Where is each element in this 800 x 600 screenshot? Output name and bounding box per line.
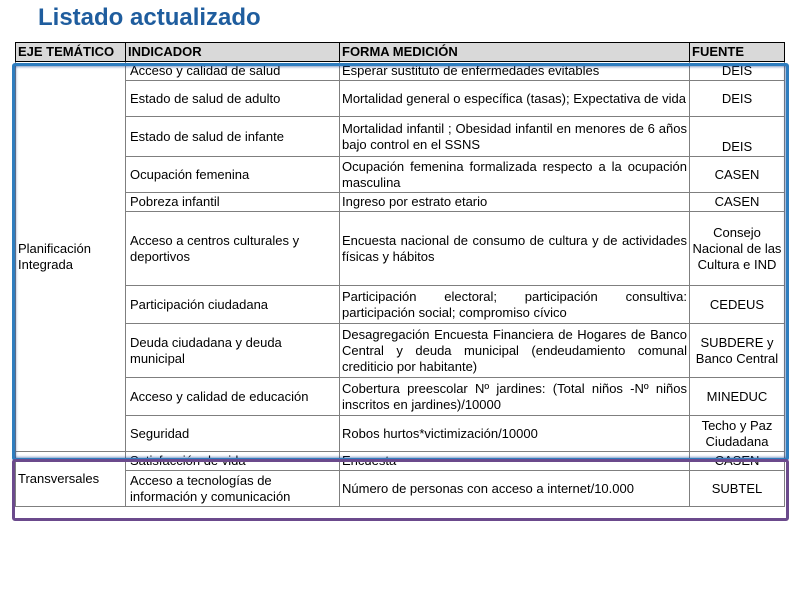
fuente-cell: Consejo Nacional de las Cultura e IND <box>690 212 785 286</box>
indicador-cell: Seguridad <box>126 416 340 452</box>
table-row <box>16 324 785 378</box>
indicators-table <box>15 42 785 507</box>
table-row <box>16 117 785 157</box>
header-forma: FORMA MEDICIÓN <box>340 43 690 62</box>
indicador-cell: Estado de salud de adulto <box>126 81 340 117</box>
fuente-cell: DEIS <box>690 81 785 117</box>
indicador-cell: Pobreza infantil <box>126 193 340 212</box>
forma-cell: Participación electoral; participación consultiva: participación social; compromiso cívico <box>340 286 690 324</box>
fuente-cell: DEIS <box>690 117 785 157</box>
indicador-cell: Acceso y calidad de salud <box>126 62 340 81</box>
table-row <box>16 157 785 193</box>
table-row <box>16 416 785 452</box>
forma-cell: Encuesta <box>340 452 690 471</box>
fuente-cell: DEIS <box>690 62 785 81</box>
indicador-cell: Estado de salud de infante <box>126 117 340 157</box>
table-header-row <box>16 43 785 62</box>
page-title: Listado actualizado <box>38 4 261 31</box>
forma-cell: Desagregación Encuesta Financiera de Hogares de Banco Central y deuda municipal (endeudamiento comunal crediticio por habitante) <box>340 324 690 378</box>
indicador-cell: Acceso a tecnologías de información y comunicación <box>126 471 340 507</box>
table-row <box>16 212 785 286</box>
fuente-cell: SUBDERE y Banco Central <box>690 324 785 378</box>
forma-cell: Encuesta nacional de consumo de cultura y de actividades físicas y hábitos <box>340 212 690 286</box>
indicador-cell: Deuda ciudadana y deuda municipal <box>126 324 340 378</box>
indicador-cell: Satisfacción de vida <box>126 452 340 471</box>
forma-cell: Robos hurtos*victimización/10000 <box>340 416 690 452</box>
table-row <box>16 81 785 117</box>
fuente-cell: SUBTEL <box>690 471 785 507</box>
indicador-cell: Acceso a centros culturales y deportivos <box>126 212 340 286</box>
forma-cell: Mortalidad general o específica (tasas); Expectativa de vida <box>340 81 690 117</box>
header-indicador: INDICADOR <box>126 43 340 62</box>
indicador-cell: Ocupación femenina <box>126 157 340 193</box>
table-row <box>16 452 785 471</box>
table-row <box>16 471 785 507</box>
header-eje: EJE TEMÁTICO <box>16 43 126 62</box>
table-row <box>16 193 785 212</box>
forma-cell: Ocupación femenina formalizada respecto a la ocupación masculina <box>340 157 690 193</box>
table-row <box>16 378 785 416</box>
header-fuente: FUENTE <box>690 43 785 62</box>
fuente-cell: MINEDUC <box>690 378 785 416</box>
fuente-cell: CASEN <box>690 157 785 193</box>
forma-cell: Ingreso por estrato etario <box>340 193 690 212</box>
forma-cell: Esperar sustituto de enfermedades evitables <box>340 62 690 81</box>
fuente-cell: CEDEUS <box>690 286 785 324</box>
forma-cell: Mortalidad infantil ; Obesidad infantil en menores de 6 años bajo control en el SSNS <box>340 117 690 157</box>
indicador-cell: Participación ciudadana <box>126 286 340 324</box>
eje-planificacion: Planificación Integrada <box>16 62 126 452</box>
forma-cell: Cobertura preescolar Nº jardines: (Total niños -Nº niños inscritos en jardines)/10000 <box>340 378 690 416</box>
table-row <box>16 62 785 81</box>
eje-transversales: Transversales <box>16 452 126 507</box>
fuente-cell: CASEN <box>690 193 785 212</box>
fuente-cell: Techo y Paz Ciudadana <box>690 416 785 452</box>
fuente-cell: CASEN <box>690 452 785 471</box>
indicador-cell: Acceso y calidad de educación <box>126 378 340 416</box>
table-row <box>16 286 785 324</box>
forma-cell: Número de personas con acceso a internet/10.000 <box>340 471 690 507</box>
